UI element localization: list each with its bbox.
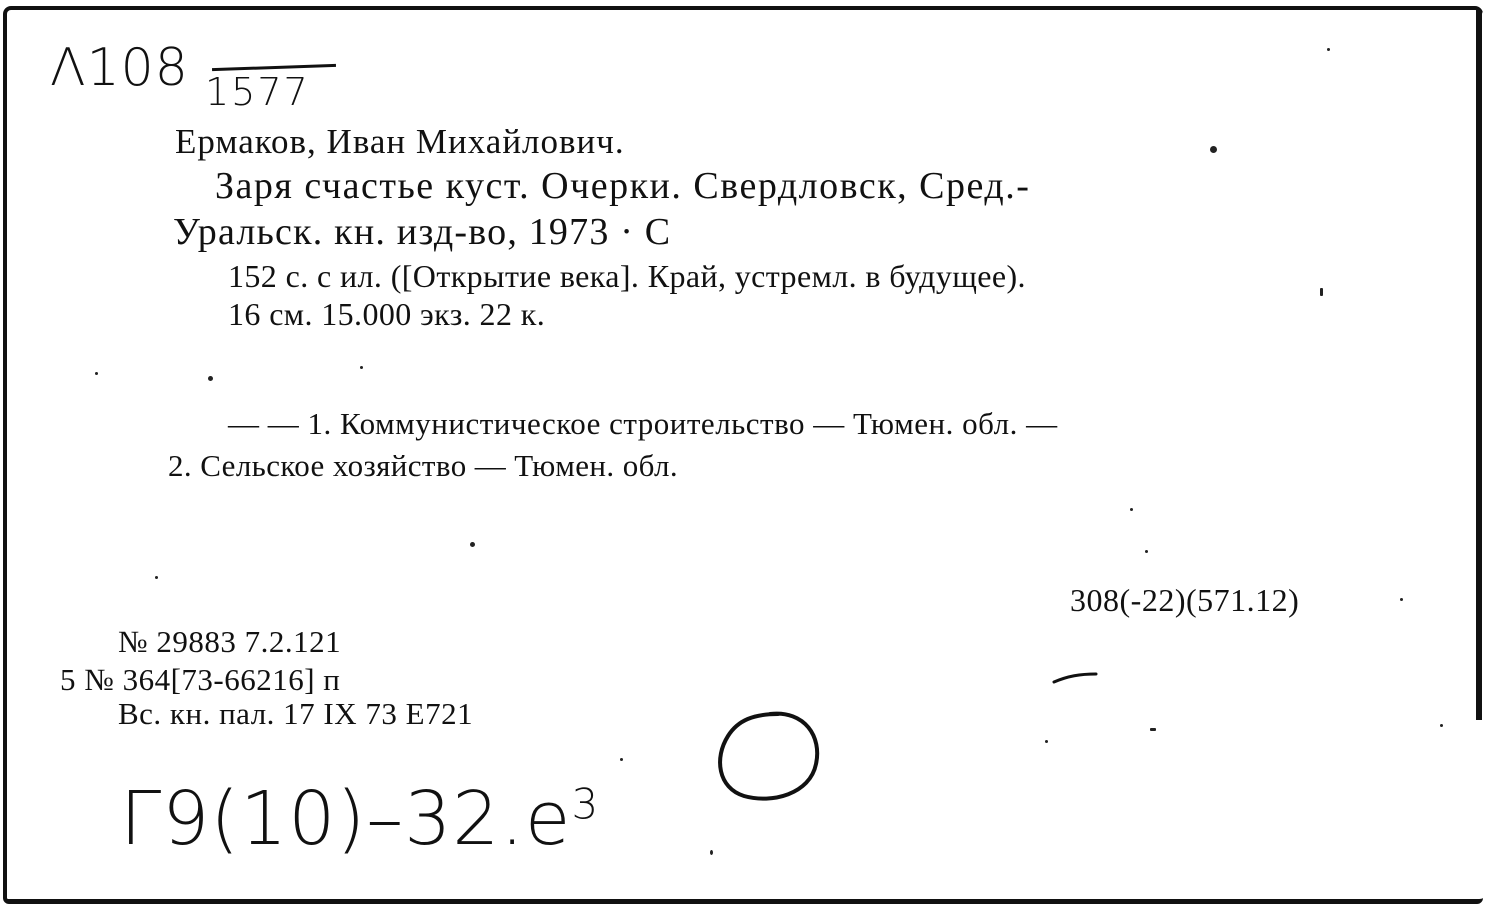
speck bbox=[208, 376, 213, 381]
collation-line: 152 с. с ил. ([Открытие века]. Край, устремл. в будущее). bbox=[228, 258, 1026, 294]
speck bbox=[1327, 48, 1330, 51]
subject-headings-line-2: 2. Сельское хозяйство — Тюмен. обл. bbox=[168, 448, 679, 483]
record-number-line-1: № 29883 7.2.121 bbox=[118, 624, 342, 659]
handwritten-classification-text: Г9(10)–32.е bbox=[120, 776, 572, 862]
physical-description-line: 16 см. 15.000 экз. 22 к. bbox=[228, 296, 546, 332]
speck bbox=[1210, 146, 1217, 153]
speck bbox=[620, 758, 623, 761]
speck bbox=[470, 542, 475, 547]
record-number-line-3: Вс. кн. пал. 17 IX 73 Е721 bbox=[118, 696, 474, 731]
shelf-mark-sub: 1577 bbox=[205, 70, 310, 114]
speck bbox=[360, 366, 363, 369]
speck bbox=[1440, 724, 1443, 727]
speck bbox=[1150, 728, 1156, 731]
speck bbox=[95, 372, 98, 375]
subject-headings-line-1: — — 1. Коммунистическое строительство — Тюмен. обл. — bbox=[228, 406, 1058, 441]
handwritten-circle bbox=[710, 702, 830, 812]
record-number-line-2: 5 № 364[73-66216] п bbox=[60, 662, 341, 697]
handwritten-classification-superscript: 3 bbox=[571, 779, 600, 829]
speck bbox=[1045, 740, 1048, 743]
speck bbox=[1145, 550, 1148, 553]
speck bbox=[155, 576, 158, 579]
author-heading: Ермаков, Иван Михайлович. bbox=[175, 122, 625, 161]
speck bbox=[710, 850, 713, 855]
handwritten-classification bbox=[120, 776, 599, 862]
speck bbox=[1400, 598, 1403, 601]
speck bbox=[1130, 508, 1133, 511]
title-line: Заря счастье куст. Очерки. Свердловск, Сред.- bbox=[215, 165, 1031, 207]
card-right-edge bbox=[1476, 10, 1482, 720]
speck bbox=[1320, 288, 1323, 296]
shelf-mark: Λ108 bbox=[50, 38, 189, 98]
classification-number: 308(-22)(571.12) bbox=[1070, 582, 1300, 618]
handwritten-dash-mark bbox=[1050, 668, 1100, 688]
publisher-line: Уральск. кн. изд-во, 1973 · С bbox=[173, 211, 672, 253]
